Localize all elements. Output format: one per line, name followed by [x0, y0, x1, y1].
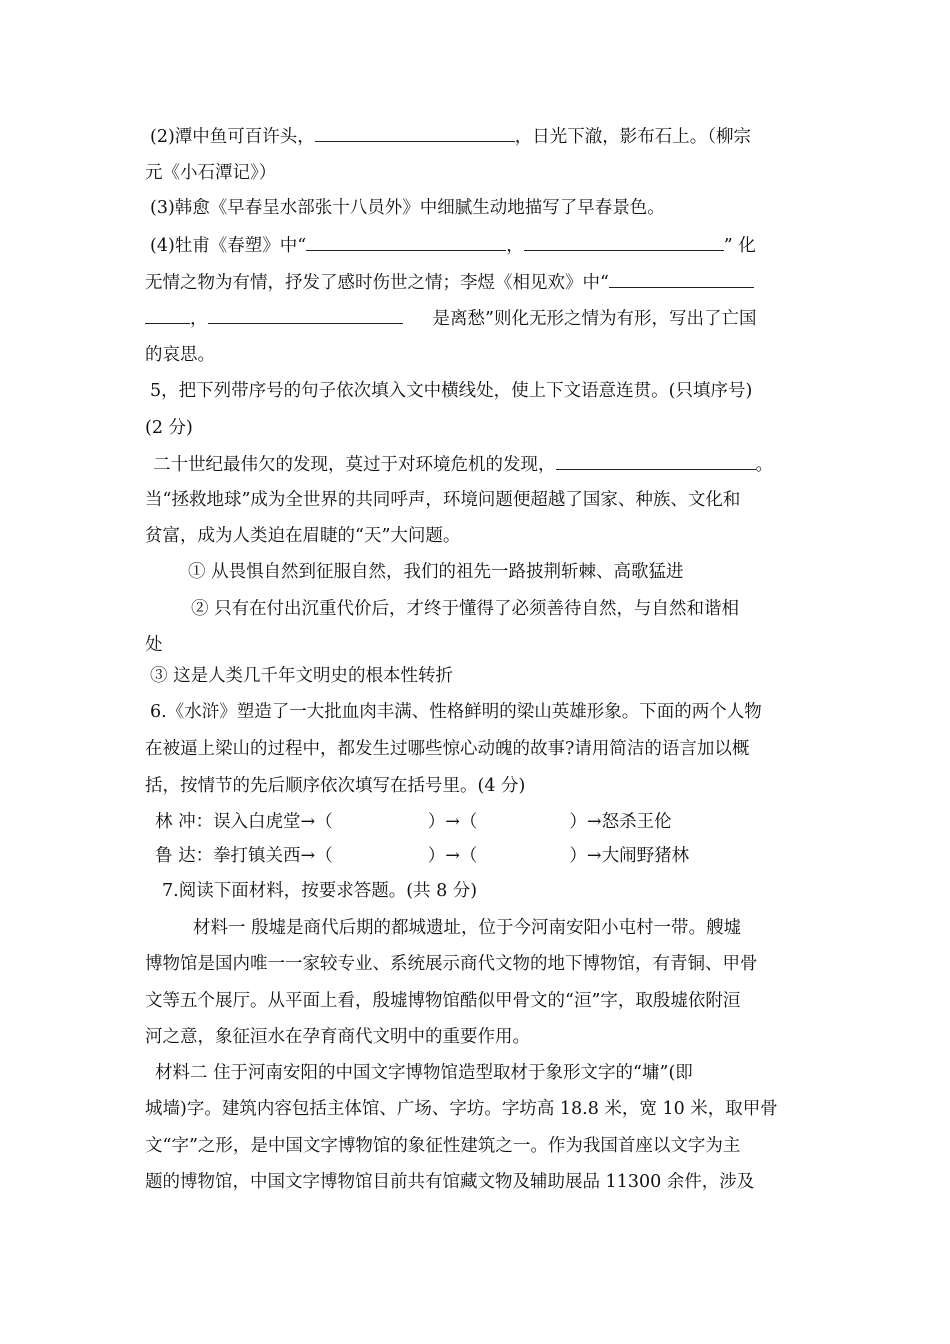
q5-passage-text: 当“拯救地球”成为全世界的共同呼声，环境问题便超越了国家、种族、文化和: [145, 490, 741, 510]
q5-option-2-cont: [145, 634, 163, 656]
q5-option-3: [150, 665, 453, 687]
q4-text: ” 化: [723, 236, 756, 256]
q5-passage-2: [145, 489, 740, 511]
q7-material-text: 博物馆是国内唯一一家较专业、系统展示商代文物的地下博物馆，有青铜、甲骨: [145, 954, 758, 974]
q7-stem-text: 7.阅读下面材料，按要求答题。(共 8 分): [162, 881, 478, 901]
q4-text: 的哀思。: [145, 345, 215, 365]
q5-option-text: 处: [145, 635, 163, 655]
q4-text: 元《小石潭记》）: [145, 163, 277, 183]
q4-text: ，: [506, 236, 524, 256]
q5-option-1: [188, 561, 684, 583]
q7-material-text: 文“字”之形，是中国文字博物馆的象征性建筑之一。作为我国首座以文字为主: [145, 1136, 741, 1156]
q5-passage-3: [145, 525, 460, 547]
q4-text: (3)韩愈《早春呈水部张十八员外》中细腻生动地描写了早春景色。: [150, 198, 665, 218]
q6-row-lin-chong: [155, 811, 672, 833]
answer-blank[interactable]: [145, 307, 190, 324]
q5-option-text: ③ 这是人类几千年文明史的根本性转折: [150, 666, 454, 686]
q7-material-2-line-3: [145, 1135, 740, 1157]
q5-score: (2 分): [145, 418, 193, 438]
q6-stem-1: [150, 701, 762, 723]
q7-material-text: 题的博物馆，中国文字博物馆目前共有馆藏文物及辅助展品 11300 余件，涉及: [145, 1172, 755, 1192]
q4-text: (4)牡甫《春塑》中“: [150, 236, 307, 256]
q6-row-lu-da: [155, 845, 689, 867]
q6-row-text: 林 冲：误入白虎堂→（: [155, 812, 333, 832]
q7-material-1-line-1: [193, 917, 741, 939]
q5-stem-cont: [145, 417, 193, 439]
q6-row-text: ）→（: [427, 812, 478, 832]
q4-text: 是离愁”则化无形之情为有形，写出了亡国: [432, 309, 757, 329]
q5-passage-text: 。: [755, 455, 773, 475]
q6-stem-text: 括，按情节的先后顺序依次填写在括号里。(4 分): [145, 776, 526, 796]
q4-text: ，日光下澈，影布石上。（柳宗: [514, 127, 752, 147]
q6-stem-3: [145, 775, 525, 797]
q4-line-4-cont2: [145, 307, 756, 330]
q6-row-text: ）→（: [427, 846, 478, 866]
q5-passage-text: 贫富，成为人类迫在眉睫的“天”大问题。: [145, 526, 461, 546]
q6-row-text: ）→怒杀王伦: [569, 812, 672, 832]
q7-material-text: 材料一 殷墟是商代后期的都城遗址，位于今河南安阳小屯村一带。艘墟: [193, 918, 742, 938]
q6-stem-text: 6.《水浒》塑造了一大批血肉丰满、性格鲜明的梁山英雄形象。下面的两个人物: [150, 702, 762, 722]
q7-material-text: 河之意，象征洹水在孕育商代文明中的重要作用。: [145, 1027, 530, 1047]
q7-material-text: 文等五个展厅。从平面上看，殷墟博物馆酷似甲骨文的“洹”字，取殷墟依附洹: [145, 991, 741, 1011]
q7-material-2-line-1: [155, 1062, 693, 1084]
q4-line-4-cont3: [145, 344, 215, 366]
q7-material-2-line-2: [145, 1098, 778, 1120]
q5-passage-1: [153, 453, 773, 476]
q6-stem-2: [145, 738, 749, 760]
q5-option-text: ② 只有在付出沉重代价后，才终于懂得了必须善待自然，与自然和谐相: [191, 599, 740, 619]
q4-line-2-cont: [145, 162, 276, 184]
q4-line-2: [150, 125, 751, 148]
q7-material-1-line-3: [145, 990, 740, 1012]
q5-stem: [150, 380, 752, 402]
q7-stem: [162, 880, 477, 902]
q6-stem-text: 在被逼上梁山的过程中，都发生过哪些惊心动魄的故事?请用简洁的语言加以概: [145, 739, 750, 759]
q4-line-4: [150, 234, 756, 257]
q5-passage-text: 二十世纪最伟欠的发现，莫过于对环境危机的发现，: [153, 455, 556, 475]
q5-stem-text: 5，把下列带序号的句子依次填入文中横线处，使上下文语意连贯。(只填序号): [150, 381, 753, 401]
q6-row-text: 鲁 达：拳打镇关西→（: [155, 846, 333, 866]
q7-material-text: 城墙)字。建筑内容包括主体馆、广场、字坊。字坊高 18.8 米，宽 10 米，取甲骨: [145, 1099, 778, 1119]
q7-material-text: 材料二 住于河南安阳的中国文字博物馆造型取材于象形文字的“墉”(即: [155, 1063, 693, 1083]
q4-text: ，: [190, 309, 208, 329]
q6-row-text: ）→大闹野猪林: [569, 846, 690, 866]
q7-material-2-line-4: [145, 1171, 754, 1193]
q4-line-4-cont: [145, 271, 754, 294]
q4-line-3: [150, 197, 665, 219]
answer-blank[interactable]: [306, 234, 506, 251]
answer-blank[interactable]: [556, 453, 756, 470]
q7-material-1-line-2: [145, 953, 758, 975]
q5-option-text: ① 从畏惧自然到征服自然，我们的祖先一路披荆斩棘、高歌猛进: [188, 562, 684, 582]
answer-blank[interactable]: [315, 125, 515, 142]
q7-material-1-line-4: [145, 1026, 530, 1048]
q4-text: (2)潭中鱼可百许头，: [150, 127, 315, 147]
answer-blank[interactable]: [208, 307, 403, 324]
q5-option-2: [191, 598, 739, 620]
q4-text: 无情之物为有情，抒发了感时伤世之情；李煜《相见欢》中“: [145, 273, 609, 293]
answer-blank[interactable]: [524, 234, 724, 251]
answer-blank[interactable]: [609, 271, 754, 288]
